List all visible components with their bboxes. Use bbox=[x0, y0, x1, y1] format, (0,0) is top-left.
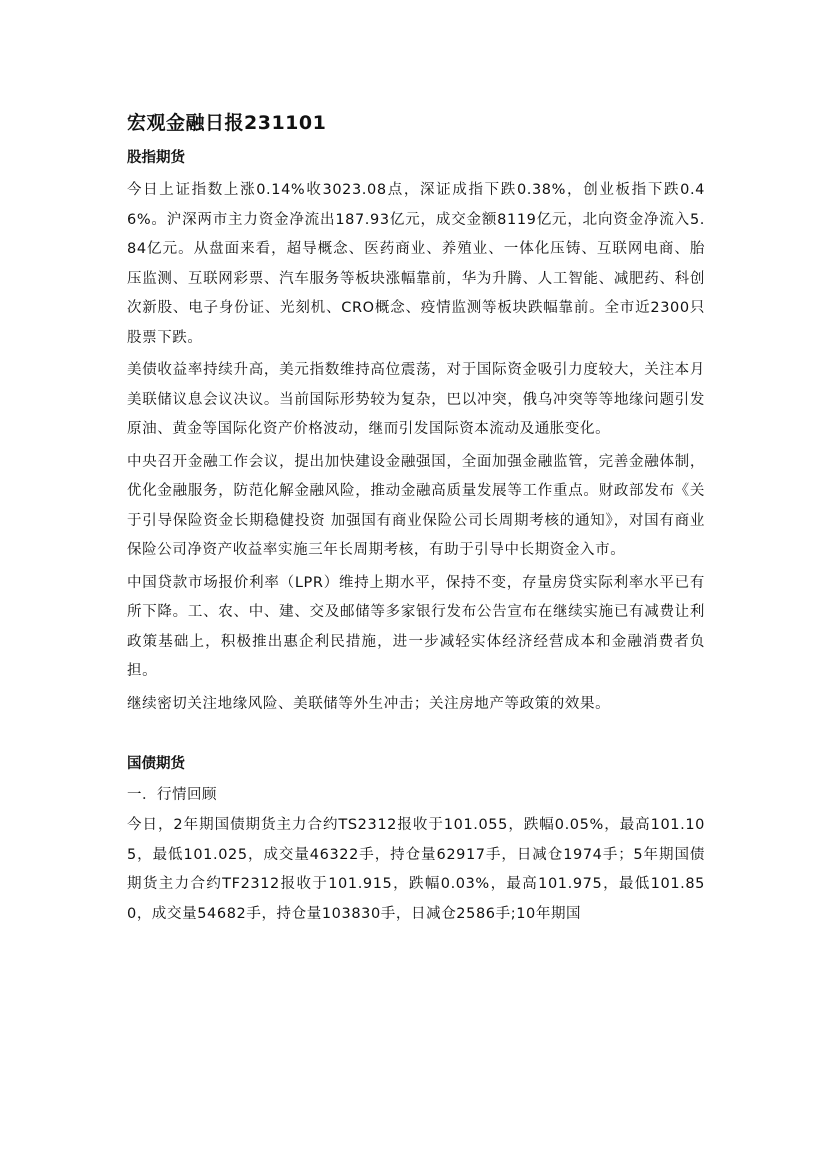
document-title: 宏观金融日报231101 bbox=[127, 112, 327, 134]
paragraph-market-summary: 今日上证指数上涨0.14%收3023.08点，深证成指下跌0.38%，创业板指下跌0.46%。沪深两市主力资金净流出187.93亿元，成交金额8119亿元，北向资金净流入5.84亿元。从盘面来看，超导概念、医药商业、养殖业、一体化压铸、互联网电商、胎压监测、互联网彩票、汽车服务等板块涨幅靠前，华为升腾、人工智能、减肥药、科创次新股、电子身份证、光刻机、CRO概念、疫情监测等板块跌幅靠前。全市近2300只股票下跌。 bbox=[127, 182, 705, 346]
sub-heading-market-review: 一．行情回顾 bbox=[127, 787, 217, 803]
paragraph-us-treasury: 美债收益率持续升高，美元指数维持高位震荡，对于国际资金吸引力度较大，关注本月美联储议息会议决议。当前国际形势较为复杂，巴以冲突，俄乌冲突等等地缘问题引发原油、黄金等国际化资产价格波动，继而引发国际资本流动及通胀变化。 bbox=[127, 362, 705, 437]
paragraph-outlook: 继续密切关注地缘风险、美联储等外生冲击；关注房地产等政策的效果。 bbox=[127, 695, 611, 712]
section-treasury-futures bbox=[127, 752, 705, 929]
section-heading: 股指期货 bbox=[127, 150, 185, 166]
paragraph-financial-work-conference: 中央召开金融工作会议，提出加快建设金融强国，全面加强金融监管，完善金融体制，优化金融服务，防范化解金融风险，推动金融高质量发展等工作重点。财政部发布《关于引导保险资金长期稳健投资 加强国有商业保险公司长周期考核的通知》，对国有商业保险公司净资产收益率实施三年长周期考核，有助于引导中长期资金入市。 bbox=[127, 453, 705, 558]
section-heading: 国债期货 bbox=[127, 756, 185, 772]
section-spacer bbox=[127, 722, 705, 752]
paragraph-lpr: 中国贷款市场报价利率（LPR）维持上期水平，保持不变，存量房贷实际利率水平已有所下降。工、农、中、建、交及邮储等多家银行发布公告宣布在继续实施已有减费让利政策基础上，积极推出惠企利民措施，进一步减轻实体经济经营成本和金融消费者负担。 bbox=[127, 574, 705, 679]
document-page bbox=[127, 108, 705, 932]
paragraph-treasury-review: 今日，2年期国债期货主力合约TS2312报收于101.055，跌幅0.05%，最高101.105，最低101.025，成交量46322手，持仓量62917手，日减仓1974手；5年期国债期货主力合约TF2312报收于101.915，跌幅0.03%，最高101.975，最低101.850，成交量54682手，持仓量103830手，日减仓2586手;10年期国 bbox=[127, 817, 705, 922]
section-stock-index-futures bbox=[127, 146, 705, 719]
